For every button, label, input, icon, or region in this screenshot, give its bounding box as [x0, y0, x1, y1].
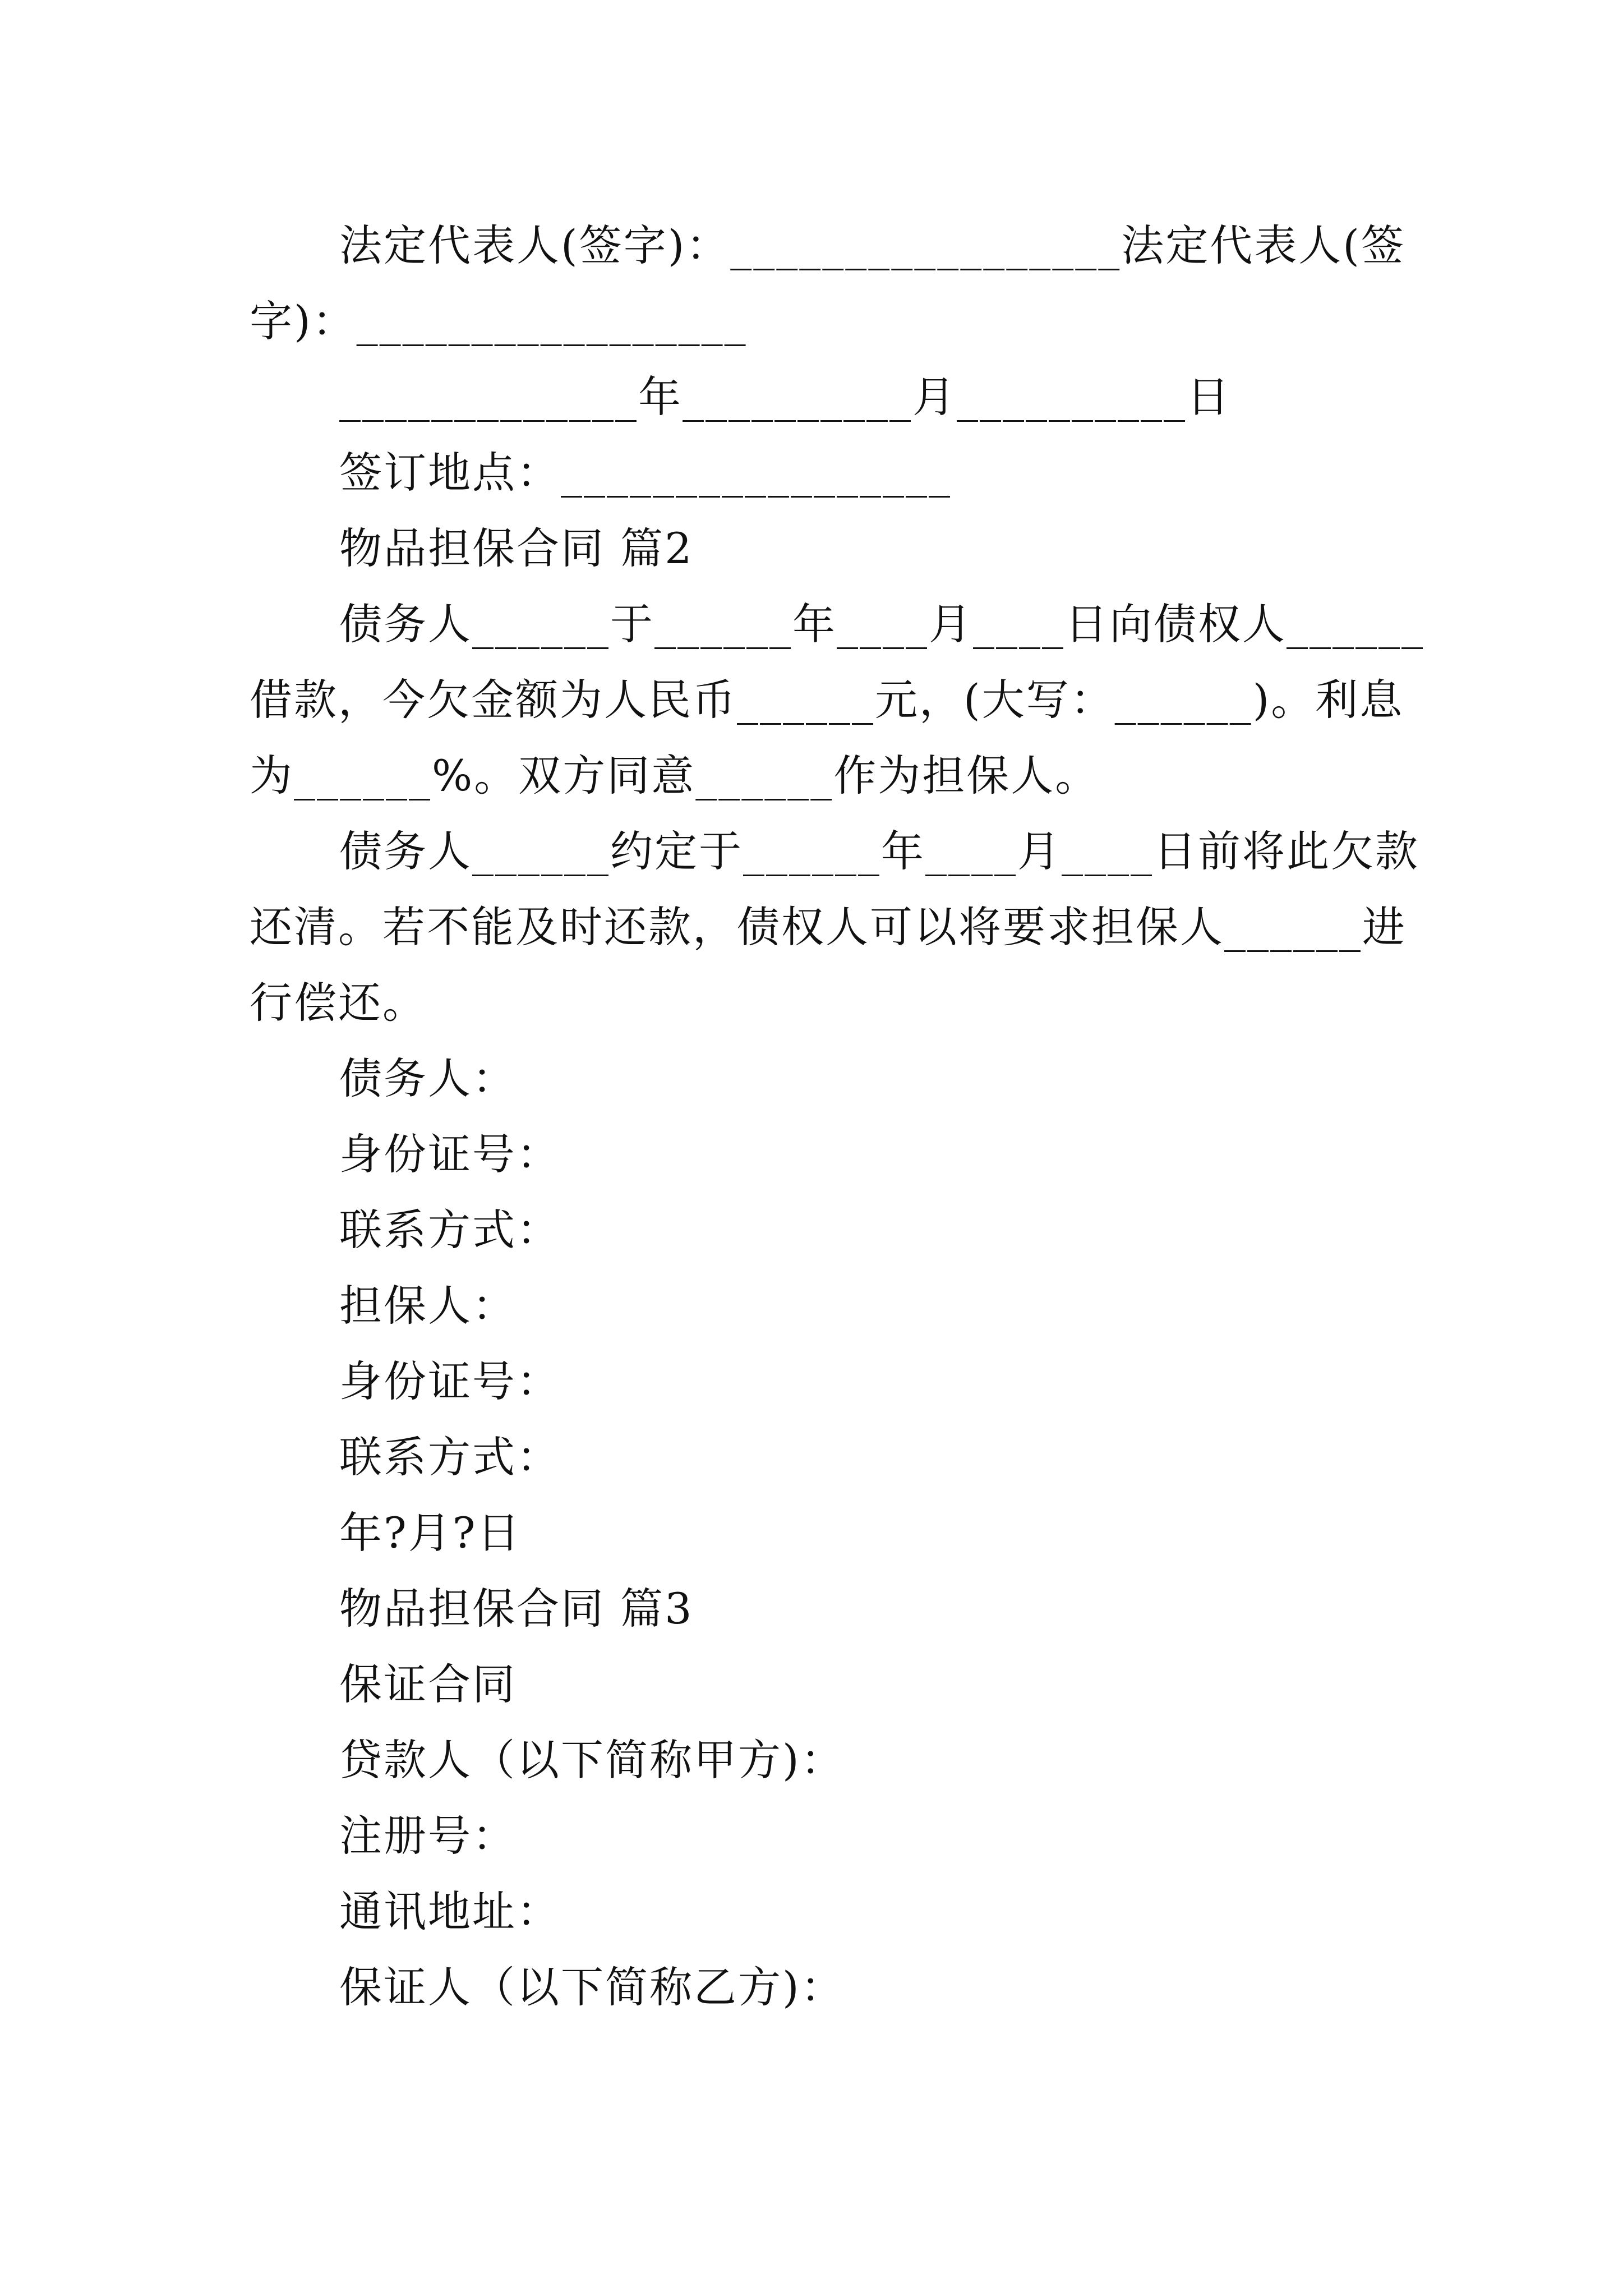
paragraph-line: 债务人______约定于______年____月____日前将此欠款	[339, 826, 1419, 876]
field-label-contact: 联系方式：	[339, 1432, 561, 1482]
field-label-contact: 联系方式：	[339, 1205, 561, 1255]
section-heading-2: 物品担保合同 篇2	[339, 523, 694, 573]
contract-title: 保证合同	[339, 1659, 517, 1709]
field-label-lender: 贷款人（以下简称甲方)：	[339, 1735, 845, 1785]
paragraph-line: 债务人______于______年____月____日向债权人______	[339, 599, 1424, 649]
field-label-debtor: 债务人：	[339, 1053, 517, 1103]
field-label-address: 通讯地址：	[339, 1887, 561, 1936]
date-text: 年?月?日	[339, 1508, 522, 1558]
field-label-guarantor: 担保人：	[339, 1281, 517, 1331]
section-heading-3: 物品担保合同 篇3	[339, 1584, 694, 1634]
date-line: _____________年__________月__________日	[339, 372, 1231, 422]
field-label-registration: 注册号：	[339, 1811, 517, 1861]
field-label-id-number: 身份证号：	[339, 1356, 561, 1406]
paragraph-line: 为______%。双方同意______作为担保人。	[250, 751, 1100, 800]
signature-line-representatives: 法定代表人(签字)：_________________法定代表人(签	[339, 220, 1405, 270]
signature-line-continued: 字)：_________________	[250, 296, 748, 346]
paragraph-line: 还清。若不能及时还款，债权人可以将要求担保人______进	[250, 902, 1407, 952]
paragraph-line: 借款，今欠金额为人民币______元，(大写：______)。利息	[250, 675, 1404, 725]
field-label-id-number: 身份证号：	[339, 1129, 561, 1179]
paragraph-line: 行偿还。	[250, 978, 427, 1028]
signing-place-line: 签订地点：_________________	[339, 448, 952, 498]
field-label-surety: 保证人（以下简称乙方)：	[339, 1962, 845, 2012]
